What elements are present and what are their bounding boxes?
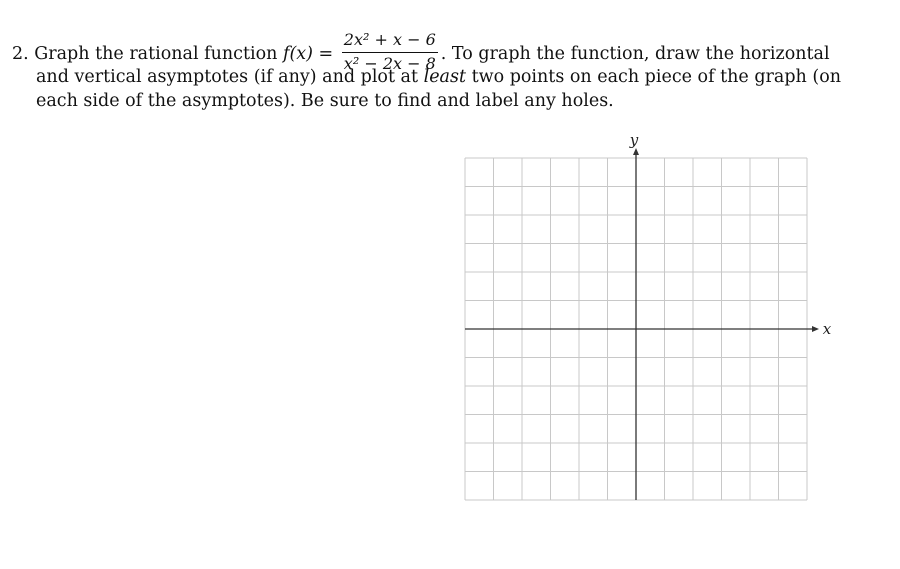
problem-intro: Graph the rational function: [34, 44, 278, 64]
problem-line-1-rest: . To graph the function, draw the horizontal: [440, 44, 830, 64]
problem-line-3: [36, 90, 614, 112]
blank-coordinate-grid[interactable]: [460, 130, 840, 510]
problem-line-2-end: two points on each piece of the graph (on: [471, 67, 842, 87]
problem-line-3-text: each side of the asymptotes). Be sure to find and label any holes.: [36, 91, 614, 111]
function-name: f(x) =: [282, 44, 334, 64]
x-axis-label: x: [822, 320, 832, 338]
problem-number: 2.: [12, 44, 29, 64]
problem-line-2: [36, 66, 841, 88]
fraction-denominator: x² − 2x − 8: [343, 54, 436, 73]
x-axis-arrow-icon: [812, 326, 819, 332]
grid-canvas[interactable]: [460, 130, 840, 510]
axes: [465, 148, 819, 500]
fraction-numerator: 2x² + x − 6: [343, 30, 436, 49]
problem-line-2-start: and vertical asymptotes (if any) and plot at: [36, 67, 419, 87]
y-axis-arrow-icon: [633, 148, 639, 155]
fraction-bar: [342, 52, 438, 53]
emphasis-least: least: [423, 67, 466, 87]
y-axis-label: y: [629, 131, 639, 149]
